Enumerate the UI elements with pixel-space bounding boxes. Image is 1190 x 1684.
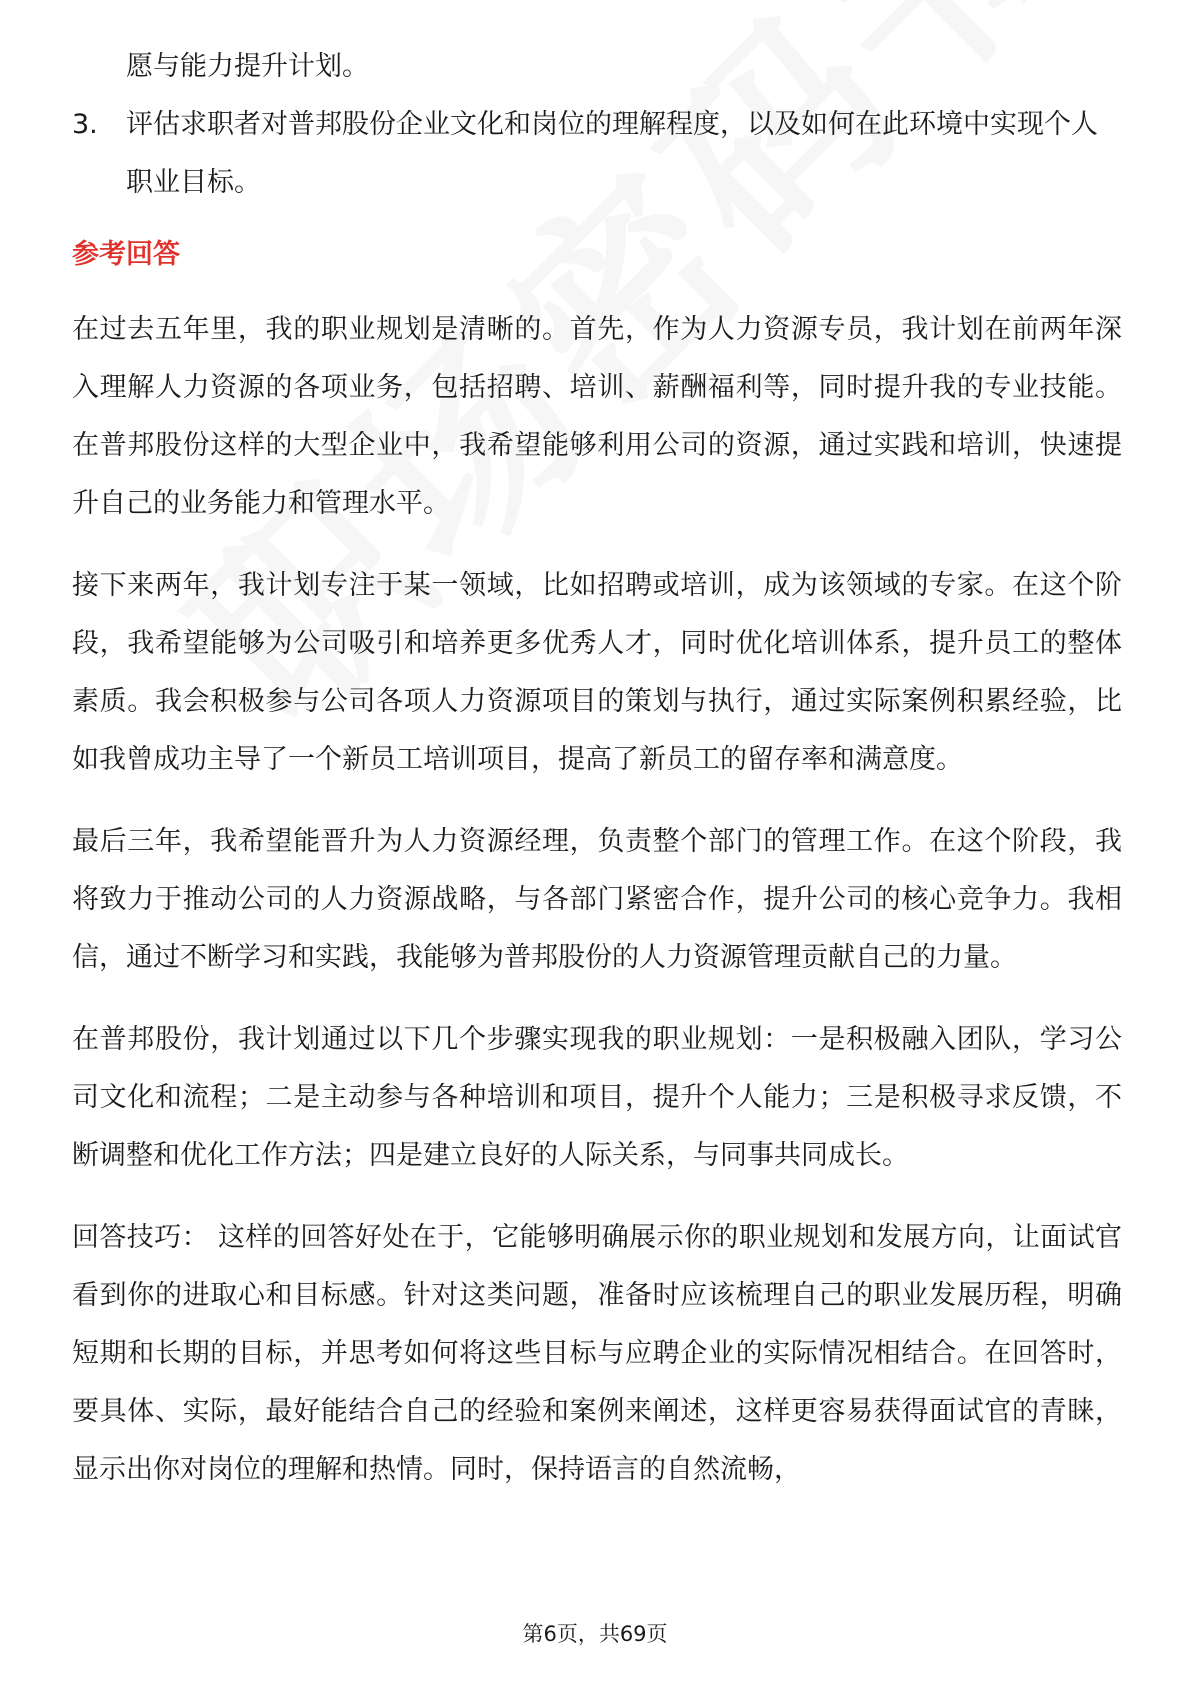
answer-paragraph: 接下来两年，我计划专注于某一领域，比如招聘或培训，成为该领域的专家。在这个阶段，我希望能够为公司吸引和培养更多优秀人才，同时优化培训体系，提升员工的整体素质。我会积极参与公司各项人力资源项目的策划与执行，通过实际案例积累经验，比如我曾成功主导了一个新员工培训项目，提高了新员工的留存率和满意度。 bbox=[72, 570, 1122, 775]
list-item-number: 3. bbox=[72, 109, 98, 140]
answer-heading: 参考回答 bbox=[72, 239, 180, 270]
tips-paragraph: 回答技巧： 这样的回答好处在于，它能够明确展示你的职业规划和发展方向，让面试官看到你的进取心和目标感。针对这类问题，准备时应该梳理自己的职业发展历程，明确短期和长期的目标，并思考如何将这些目标与应聘企业的实际情况相结合。在回答时，要具体、实际，最好能结合自己的经验和案例来阐述，这样更容易获得面试官的青睐，显示出你对岗位的理解和热情。同时，保持语言的自然流畅， bbox=[72, 1222, 1122, 1485]
page-number: 第6页，共69页 bbox=[522, 1622, 668, 1646]
answer-paragraph: 最后三年，我希望能晋升为人力资源经理，负责整个部门的管理工作。在这个阶段，我将致力于推动公司的人力资源战略，与各部门紧密合作，提升公司的核心竞争力。我相信，通过不断学习和实践，我能够为普邦股份的人力资源管理贡献自己的力量。 bbox=[72, 826, 1122, 973]
list-item-text: 评估求职者对普邦股份企业文化和岗位的理解程度，以及如何在此环境中实现个人职业目标。 bbox=[126, 109, 1098, 198]
page-content bbox=[72, 38, 1122, 1523]
answer-paragraph: 在过去五年里，我的职业规划是清晰的。首先，作为人力资源专员，我计划在前两年深入理解人力资源的各项业务，包括招聘、培训、薪酬福利等，同时提升我的专业技能。在普邦股份这样的大型企业中，我希望能够利用公司的资源，通过实践和培训，快速提升自己的业务能力和管理水平。 bbox=[72, 314, 1122, 519]
list-item bbox=[72, 96, 1122, 212]
answer-paragraph: 在普邦股份，我计划通过以下几个步骤实现我的职业规划：一是积极融入团队，学习公司文化和流程；二是主动参与各种培训和项目，提升个人能力；三是积极寻求反馈，不断调整和优化工作方法；四是建立良好的人际关系，与同事共同成长。 bbox=[72, 1024, 1122, 1171]
list-item-continuation: 愿与能力提升计划。 bbox=[126, 51, 369, 82]
